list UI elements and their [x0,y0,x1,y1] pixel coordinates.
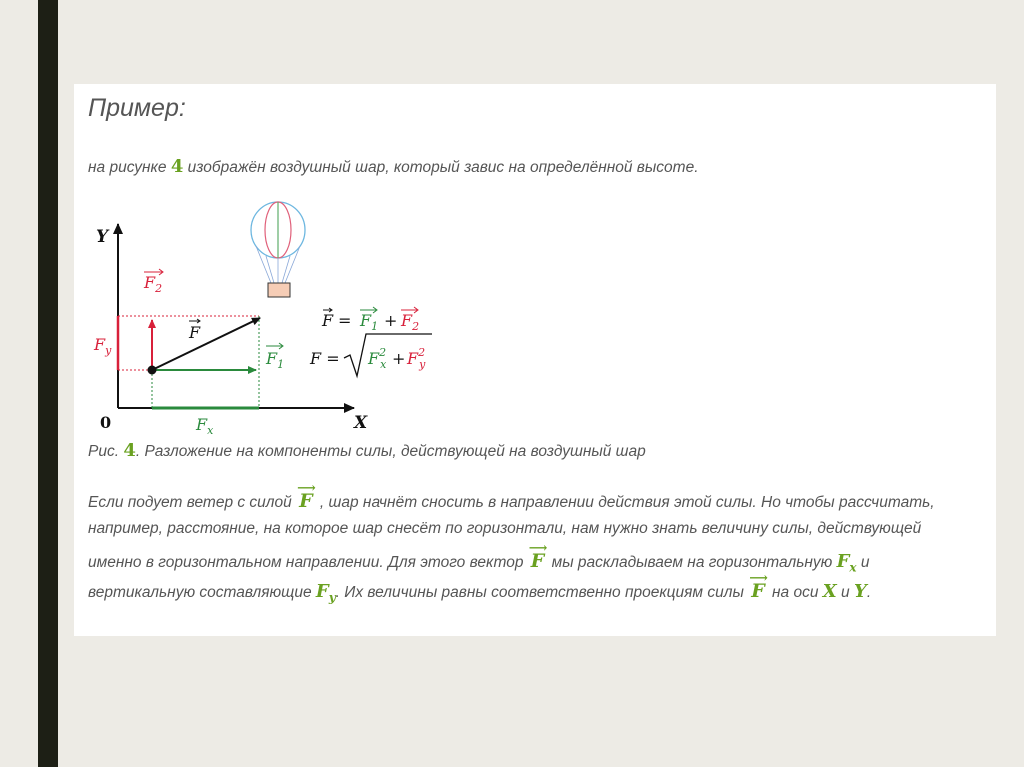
line3-text-c: и [856,554,870,571]
fy-inline: $F_y$ [315,581,336,605]
paragraph-line-2: например, расстояние, на которое шар снесёт по горизонтали, нам нужно знать величину силы, действующей [88,520,922,537]
paragraph-line-4 [88,571,872,605]
y-axis-label: Y [96,227,109,247]
svg-text:F: F [189,323,201,342]
line4-text-c: на оси [767,584,823,601]
f2-label [143,269,163,295]
vector-f-inline: ⟶ F [297,481,316,512]
line3-text-a: именно в горизонтальном направлении. Для этого вектор [88,554,528,571]
fx-inline: $F_x$ [836,551,857,575]
figure-number: 4 [170,156,184,177]
svg-text:F2x: $F^2$ x [368,346,387,371]
line4-text-d: и [836,584,854,601]
force-origin-point [148,366,157,375]
svg-text:F: F [322,311,334,330]
intro-text [88,156,699,177]
axis-y-inline: Y [853,581,867,602]
content-card [74,84,996,636]
paragraph-line-1 [88,481,935,512]
svg-text:+: + [392,349,406,368]
slide-left-bar [38,0,58,767]
x-axis-label: X [354,413,368,433]
svg-text:=: = [338,311,352,330]
vector-f-inline-2: ⟶ F [528,541,548,572]
formula-magnitude [309,334,432,376]
intro-before: на рисунке [88,159,171,176]
svg-text:F =: F = [310,349,340,368]
caption-before: Рис. [88,443,124,460]
caption-after: . Разложение на компоненты силы, действующей на воздушный шар [135,443,646,460]
force-decomposition-figure [74,198,514,438]
line1-text-a: Если подует ветер с силой [88,494,297,511]
line1-text-b: , шар начнёт сносить в направлении действия этой силы. Но чтобы рассчитать, [315,494,935,511]
svg-text:F1: $F_1$ [266,349,285,371]
f-label [188,319,201,342]
svg-text:F1: $F_1$ [360,311,379,333]
line3-text-b: мы раскладываем на горизонтальную [547,554,837,571]
line4-text-e: . [866,584,872,601]
svg-text:F2: $F_2$ [144,273,163,295]
origin-label: 0 [100,413,112,432]
line4-text-b: . Их величины равны соответственно проекциям силы [335,584,749,601]
vector-f-inline-3: ⟶ F [749,571,768,602]
svg-text:+: + [384,311,398,330]
svg-text:F2: $F_2$ [401,311,420,333]
fy-label: $F_y$ [94,335,112,357]
fx-label: $F_x$ [196,415,214,437]
line4-text-a: вертикальную составляющие [88,584,316,601]
caption-number: 4 [123,440,136,461]
f1-label [265,343,284,371]
balloon-icon [251,202,305,297]
figure-caption [88,440,646,461]
svg-text:F2y: $F^2$ y [407,346,426,371]
axis-x-inline: X [822,581,837,602]
formula-vector-sum [321,307,419,333]
example-heading: Пример: [88,94,186,122]
intro-after: изображён воздушный шар, который завис на определённой высоте. [183,159,699,176]
f-vector [152,318,260,370]
